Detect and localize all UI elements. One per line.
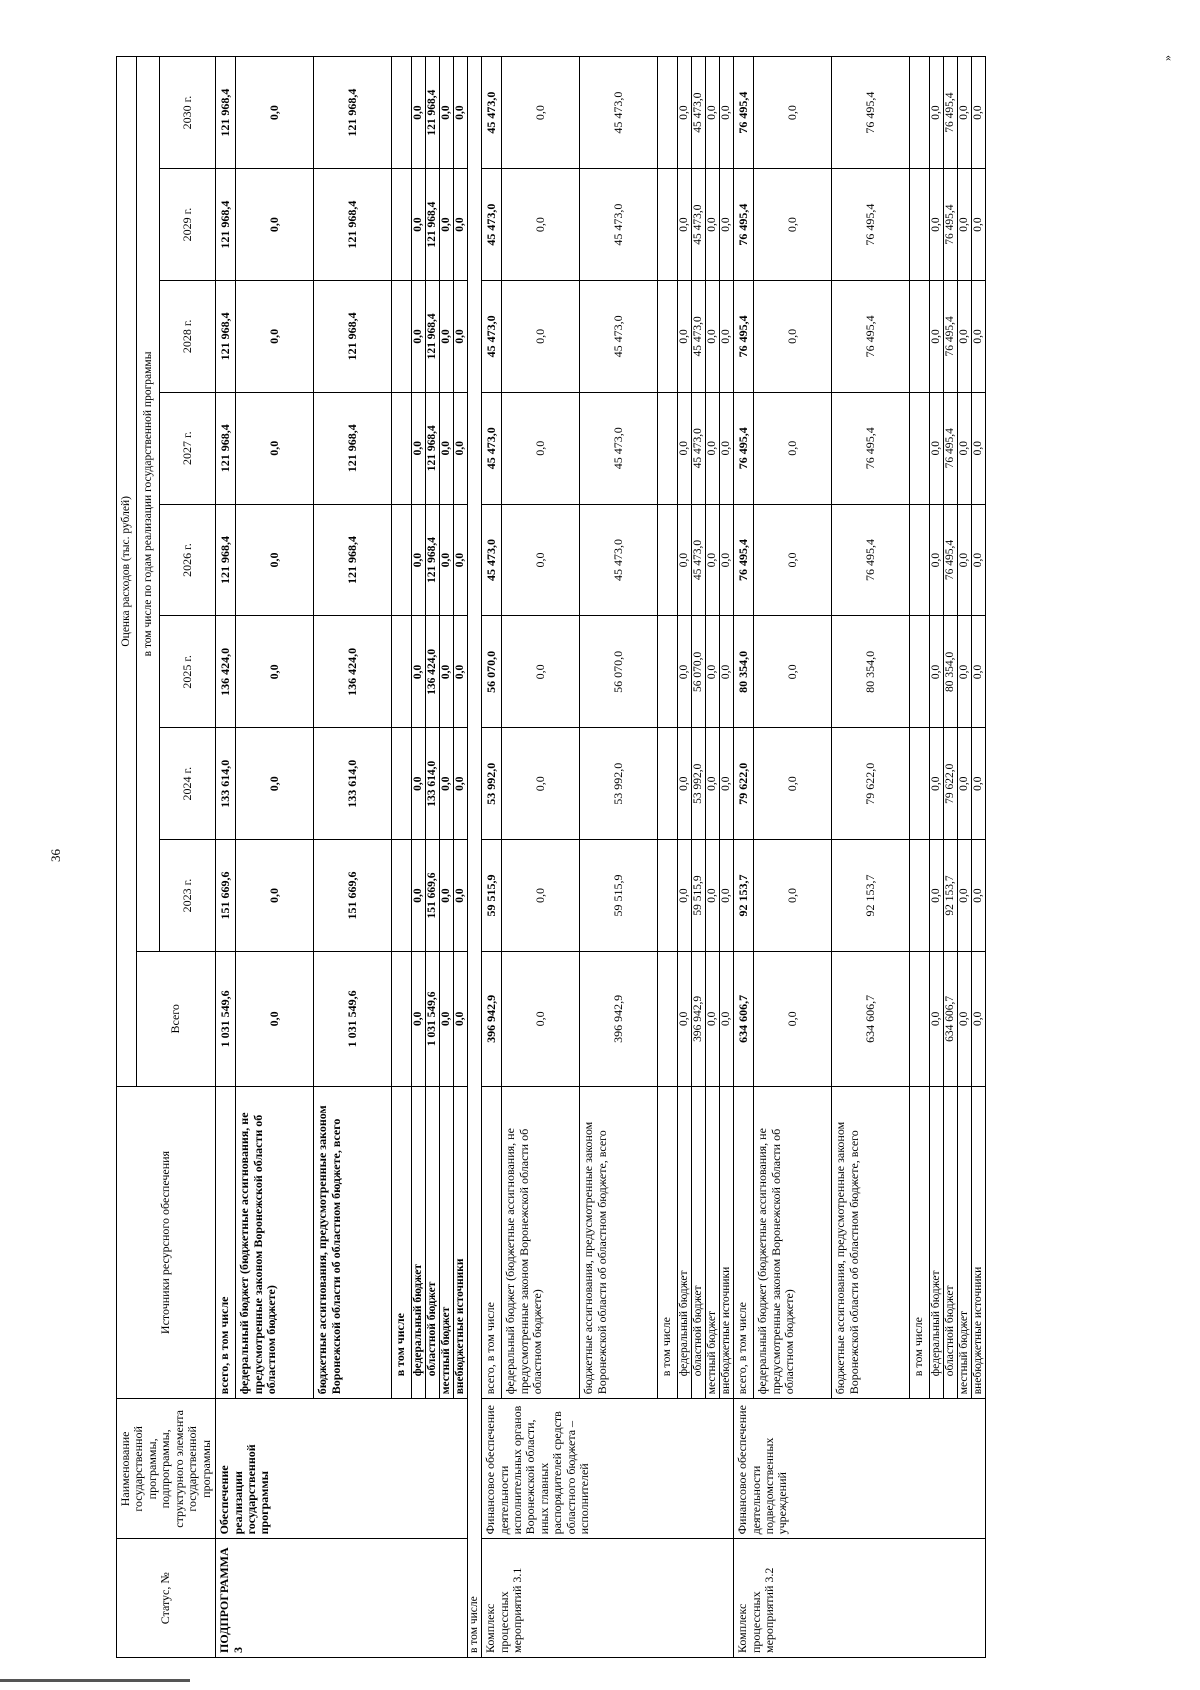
total-cell: 396 942,9 (580, 951, 658, 1086)
source-cell: всего, в том числе (482, 1086, 502, 1399)
year-value-cell (392, 728, 412, 840)
year-value-cell: 79 622,0 (734, 728, 754, 840)
year-value-cell (658, 169, 678, 281)
year-value-cell: 45 473,0 (482, 392, 502, 504)
total-cell (910, 951, 930, 1086)
year-value-cell: 76 495,4 (832, 504, 910, 616)
year-value-cell: 56 070,0 (482, 616, 502, 728)
year-value-cell: 0,0 (706, 57, 720, 169)
total-cell: 1 031 549,6 (216, 951, 236, 1086)
year-value-cell: 0,0 (454, 280, 468, 392)
year-value-cell (910, 280, 930, 392)
source-cell: бюджетные ассигнования, предусмотренные законом Воронежской области об областном бюджете, всего (832, 1086, 910, 1399)
year-value-cell (392, 169, 412, 281)
year-value-cell: 0,0 (454, 728, 468, 840)
year-value-cell: 0,0 (412, 616, 426, 728)
year-value-cell: 0,0 (958, 392, 972, 504)
year-value-cell: 0,0 (440, 728, 454, 840)
year-value-cell (910, 504, 930, 616)
year-value-cell: 56 070,0 (580, 616, 658, 728)
year-value-cell: 151 669,6 (426, 840, 440, 952)
year-value-cell: 80 354,0 (734, 616, 754, 728)
year-value-cell (392, 504, 412, 616)
year-value-cell: 0,0 (958, 728, 972, 840)
source-cell: областной бюджет (944, 1086, 958, 1399)
year-value-cell: 121 968,4 (426, 57, 440, 169)
year-value-cell: 0,0 (930, 169, 944, 281)
year-value-cell: 0,0 (958, 169, 972, 281)
page-number: 36 (48, 849, 63, 862)
header-estimate: Оценка расходов (тыс. рублей) (117, 57, 137, 1087)
year-value-cell: 0,0 (930, 504, 944, 616)
year-value-cell: 0,0 (454, 840, 468, 952)
year-value-cell: 121 968,4 (426, 280, 440, 392)
year-value-cell: 0,0 (720, 616, 734, 728)
year-value-cell: 0,0 (236, 57, 314, 169)
year-value-cell: 0,0 (754, 280, 832, 392)
table-row (482, 57, 502, 1658)
total-cell: 0,0 (930, 951, 944, 1086)
year-value-cell: 0,0 (502, 169, 580, 281)
total-cell: 0,0 (678, 951, 692, 1086)
year-value-cell: 0,0 (720, 169, 734, 281)
year-value-cell: 0,0 (958, 57, 972, 169)
year-value-cell: 0,0 (678, 392, 692, 504)
year-value-cell (392, 392, 412, 504)
year-value-cell: 0,0 (440, 840, 454, 952)
corner-mark: » (1160, 55, 1174, 61)
year-value-cell (658, 392, 678, 504)
year-value-cell: 59 515,9 (580, 840, 658, 952)
year-value-cell: 133 614,0 (314, 728, 392, 840)
year-value-cell: 121 968,4 (426, 392, 440, 504)
year-value-cell (658, 616, 678, 728)
source-cell: местный бюджет (440, 1086, 454, 1399)
header-year: 2024 г. (160, 728, 216, 840)
table-row (734, 57, 754, 1658)
source-cell: местный бюджет (706, 1086, 720, 1399)
total-cell: 634 606,7 (944, 951, 958, 1086)
year-value-cell: 0,0 (972, 504, 986, 616)
year-value-cell: 0,0 (412, 280, 426, 392)
year-value-cell: 59 515,9 (482, 840, 502, 952)
year-value-cell: 0,0 (972, 728, 986, 840)
year-value-cell: 53 992,0 (580, 728, 658, 840)
total-cell: 634 606,7 (734, 951, 754, 1086)
year-value-cell: 45 473,0 (692, 504, 706, 616)
year-value-cell: 121 968,4 (314, 504, 392, 616)
year-value-cell: 0,0 (454, 169, 468, 281)
year-value-cell: 0,0 (720, 728, 734, 840)
year-value-cell: 45 473,0 (482, 504, 502, 616)
source-cell: всего, в том числе (734, 1086, 754, 1399)
year-value-cell: 121 968,4 (314, 57, 392, 169)
year-value-cell: 0,0 (706, 169, 720, 281)
year-value-cell: 0,0 (706, 504, 720, 616)
year-value-cell: 56 070,0 (692, 616, 706, 728)
year-value-cell (910, 57, 930, 169)
year-value-cell: 0,0 (972, 616, 986, 728)
year-value-cell: 0,0 (754, 57, 832, 169)
year-value-cell: 80 354,0 (944, 616, 958, 728)
year-value-cell (658, 840, 678, 952)
year-value-cell: 0,0 (930, 392, 944, 504)
year-value-cell: 76 495,4 (832, 280, 910, 392)
header-year: 2023 г. (160, 840, 216, 952)
total-cell (658, 951, 678, 1086)
year-value-cell: 45 473,0 (580, 169, 658, 281)
year-value-cell: 0,0 (958, 280, 972, 392)
year-value-cell: 0,0 (502, 616, 580, 728)
total-cell: 1 031 549,6 (314, 951, 392, 1086)
year-value-cell: 0,0 (440, 280, 454, 392)
total-cell: 0,0 (502, 951, 580, 1086)
year-value-cell: 0,0 (454, 504, 468, 616)
year-value-cell: 76 495,4 (832, 169, 910, 281)
year-value-cell: 0,0 (236, 840, 314, 952)
header-name: Наименование государственной программы, подпрограммы, структурного элемента государственной программы (117, 1399, 216, 1539)
rotated-page (116, 56, 1118, 1658)
total-cell: 0,0 (958, 951, 972, 1086)
year-value-cell: 0,0 (720, 280, 734, 392)
year-value-cell: 0,0 (454, 57, 468, 169)
year-value-cell: 92 153,7 (734, 840, 754, 952)
source-cell: федеральный бюджет (678, 1086, 692, 1399)
year-value-cell: 0,0 (440, 616, 454, 728)
year-value-cell: 76 495,4 (944, 392, 958, 504)
source-cell: федеральный бюджет (бюджетные ассигнования, не предусмотренные законом Воронежской области об областном бюджете) (236, 1086, 314, 1399)
source-cell: внебюджетные источники (454, 1086, 468, 1399)
year-value-cell: 0,0 (930, 280, 944, 392)
year-value-cell (392, 840, 412, 952)
year-value-cell: 45 473,0 (692, 280, 706, 392)
total-cell: 0,0 (754, 951, 832, 1086)
year-value-cell (392, 57, 412, 169)
year-value-cell: 121 968,4 (216, 169, 236, 281)
year-value-cell: 0,0 (678, 728, 692, 840)
header-sources: Источники ресурсного обеспечения (117, 1086, 216, 1399)
year-value-cell: 0,0 (502, 57, 580, 169)
year-value-cell: 0,0 (502, 840, 580, 952)
year-value-cell: 76 495,4 (944, 169, 958, 281)
year-value-cell: 0,0 (236, 504, 314, 616)
year-value-cell: 0,0 (412, 504, 426, 616)
year-value-cell: 0,0 (754, 169, 832, 281)
source-cell: местный бюджет (958, 1086, 972, 1399)
total-cell: 0,0 (440, 951, 454, 1086)
year-value-cell (392, 280, 412, 392)
year-value-cell: 76 495,4 (734, 392, 754, 504)
year-value-cell: 80 354,0 (832, 616, 910, 728)
source-cell: внебюджетные источники (972, 1086, 986, 1399)
year-value-cell: 0,0 (440, 57, 454, 169)
source-cell: федеральный бюджет (412, 1086, 426, 1399)
year-value-cell: 0,0 (236, 728, 314, 840)
name-cell: Финансовое обеспечение деятельности подведомственных учреждений (734, 1399, 986, 1539)
source-cell: в том числе (658, 1086, 678, 1399)
year-value-cell: 0,0 (706, 840, 720, 952)
header-year: 2027 г. (160, 392, 216, 504)
year-value-cell: 53 992,0 (482, 728, 502, 840)
source-cell: в том числе (910, 1086, 930, 1399)
year-value-cell: 0,0 (972, 57, 986, 169)
year-value-cell: 45 473,0 (580, 280, 658, 392)
source-cell: бюджетные ассигнования, предусмотренные законом Воронежской области об областном бюджете, всего (314, 1086, 392, 1399)
year-value-cell: 0,0 (972, 280, 986, 392)
year-value-cell: 121 968,4 (216, 392, 236, 504)
year-value-cell: 133 614,0 (426, 728, 440, 840)
year-value-cell: 0,0 (706, 392, 720, 504)
year-value-cell: 45 473,0 (482, 57, 502, 169)
year-value-cell: 76 495,4 (944, 280, 958, 392)
year-value-cell (658, 280, 678, 392)
table-header (117, 57, 216, 1658)
year-value-cell: 133 614,0 (216, 728, 236, 840)
year-value-cell: 0,0 (236, 169, 314, 281)
year-value-cell: 0,0 (930, 616, 944, 728)
header-status: Статус, № (117, 1539, 216, 1658)
header-year: 2030 г. (160, 57, 216, 169)
total-cell: 396 942,9 (692, 951, 706, 1086)
table-body (216, 57, 986, 1658)
year-value-cell: 0,0 (678, 169, 692, 281)
year-value-cell (658, 57, 678, 169)
bottom-rule (0, 1679, 190, 1682)
source-cell: всего, в том числе (216, 1086, 236, 1399)
year-value-cell: 45 473,0 (482, 280, 502, 392)
year-value-cell: 0,0 (412, 728, 426, 840)
year-value-cell: 76 495,4 (944, 504, 958, 616)
budget-table (116, 56, 986, 1658)
total-cell: 634 606,7 (832, 951, 910, 1086)
total-cell: 396 942,9 (482, 951, 502, 1086)
year-value-cell: 0,0 (412, 169, 426, 281)
header-year: 2029 г. (160, 169, 216, 281)
year-value-cell (392, 616, 412, 728)
total-cell: 0,0 (236, 951, 314, 1086)
year-value-cell: 0,0 (754, 504, 832, 616)
year-value-cell: 45 473,0 (580, 392, 658, 504)
year-value-cell: 121 968,4 (216, 504, 236, 616)
source-cell: бюджетные ассигнования, предусмотренные законом Воронежской области об областном бюджете, всего (580, 1086, 658, 1399)
year-value-cell: 136 424,0 (216, 616, 236, 728)
total-cell: 0,0 (720, 951, 734, 1086)
year-value-cell: 151 669,6 (314, 840, 392, 952)
year-value-cell: 0,0 (678, 840, 692, 952)
year-value-cell (910, 392, 930, 504)
year-value-cell (910, 169, 930, 281)
year-value-cell: 121 968,4 (426, 504, 440, 616)
year-value-cell (658, 728, 678, 840)
status-cell: ПОДПРОГРАММА 3 (216, 1539, 468, 1658)
status-cell: Комплекс процессных мероприятий 3.2 (734, 1539, 986, 1658)
year-value-cell: 0,0 (706, 280, 720, 392)
year-value-cell: 0,0 (440, 392, 454, 504)
year-value-cell: 76 495,4 (832, 57, 910, 169)
year-value-cell: 0,0 (454, 616, 468, 728)
total-cell (392, 951, 412, 1086)
year-value-cell: 0,0 (236, 616, 314, 728)
year-value-cell: 76 495,4 (944, 57, 958, 169)
header-year: 2026 г. (160, 504, 216, 616)
year-value-cell: 0,0 (678, 57, 692, 169)
year-value-cell: 0,0 (930, 840, 944, 952)
year-value-cell: 0,0 (754, 392, 832, 504)
year-value-cell: 76 495,4 (734, 57, 754, 169)
year-value-cell: 0,0 (958, 504, 972, 616)
year-value-cell: 0,0 (440, 504, 454, 616)
header-year: 2025 г. (160, 616, 216, 728)
year-value-cell: 121 968,4 (314, 280, 392, 392)
year-value-cell: 0,0 (720, 392, 734, 504)
header-by-years: в том числе по годам реализации государственной программы (137, 57, 160, 952)
year-value-cell: 92 153,7 (832, 840, 910, 952)
year-value-cell: 79 622,0 (832, 728, 910, 840)
total-cell: 0,0 (706, 951, 720, 1086)
year-value-cell: 136 424,0 (426, 616, 440, 728)
year-value-cell: 0,0 (236, 392, 314, 504)
table-row (216, 57, 236, 1658)
year-value-cell: 0,0 (502, 280, 580, 392)
year-value-cell: 151 669,6 (216, 840, 236, 952)
total-cell: 0,0 (412, 951, 426, 1086)
section-label: в том числе (468, 57, 482, 1658)
year-value-cell: 0,0 (440, 169, 454, 281)
source-cell: федеральный бюджет (бюджетные ассигнования, не предусмотренные законом Воронежской области об областном бюджете) (754, 1086, 832, 1399)
total-cell: 0,0 (972, 951, 986, 1086)
name-cell: Обеспечение реализации государственной программы (216, 1399, 468, 1539)
year-value-cell: 0,0 (502, 392, 580, 504)
year-value-cell: 121 968,4 (216, 57, 236, 169)
status-cell: Комплекс процессных мероприятий 3.1 (482, 1539, 734, 1658)
source-cell: внебюджетные источники (720, 1086, 734, 1399)
year-value-cell: 53 992,0 (692, 728, 706, 840)
year-value-cell: 0,0 (412, 392, 426, 504)
year-value-cell: 0,0 (678, 280, 692, 392)
year-value-cell (658, 504, 678, 616)
year-value-cell: 0,0 (754, 840, 832, 952)
source-cell: областной бюджет (692, 1086, 706, 1399)
year-value-cell: 121 968,4 (426, 169, 440, 281)
year-value-cell: 76 495,4 (734, 169, 754, 281)
year-value-cell: 0,0 (958, 840, 972, 952)
name-cell: Финансовое обеспечение деятельности исполнительных органов Воронежской области, иных главных распорядителей средств областного бюджета – исполнителей (482, 1399, 734, 1539)
year-value-cell: 0,0 (972, 840, 986, 952)
year-value-cell: 45 473,0 (482, 169, 502, 281)
year-value-cell: 0,0 (412, 840, 426, 952)
year-value-cell: 76 495,4 (734, 280, 754, 392)
year-value-cell: 0,0 (678, 616, 692, 728)
total-cell: 1 031 549,6 (426, 951, 440, 1086)
year-value-cell: 0,0 (754, 616, 832, 728)
year-value-cell: 0,0 (972, 392, 986, 504)
year-value-cell: 0,0 (958, 616, 972, 728)
year-value-cell: 59 515,9 (692, 840, 706, 952)
source-cell: федеральный бюджет (бюджетные ассигнования, не предусмотренные законом Воронежской области об областном бюджете) (502, 1086, 580, 1399)
year-value-cell: 0,0 (930, 728, 944, 840)
header-total: Всего (137, 951, 216, 1086)
year-value-cell: 0,0 (502, 728, 580, 840)
year-value-cell: 45 473,0 (692, 57, 706, 169)
year-value-cell: 45 473,0 (580, 57, 658, 169)
year-value-cell: 0,0 (720, 840, 734, 952)
source-cell: федеральный бюджет (930, 1086, 944, 1399)
year-value-cell: 0,0 (754, 728, 832, 840)
year-value-cell: 0,0 (502, 504, 580, 616)
year-value-cell: 76 495,4 (832, 392, 910, 504)
source-cell: в том числе (392, 1086, 412, 1399)
year-value-cell: 79 622,0 (944, 728, 958, 840)
header-year: 2028 г. (160, 280, 216, 392)
year-value-cell: 92 153,7 (944, 840, 958, 952)
year-value-cell: 121 968,4 (216, 280, 236, 392)
year-value-cell: 0,0 (720, 57, 734, 169)
total-cell: 0,0 (454, 951, 468, 1086)
year-value-cell: 45 473,0 (580, 504, 658, 616)
year-value-cell: 0,0 (706, 616, 720, 728)
year-value-cell: 0,0 (930, 57, 944, 169)
year-value-cell: 0,0 (972, 169, 986, 281)
year-value-cell: 0,0 (720, 504, 734, 616)
year-value-cell: 76 495,4 (734, 504, 754, 616)
year-value-cell: 0,0 (412, 57, 426, 169)
year-value-cell: 45 473,0 (692, 392, 706, 504)
year-value-cell: 136 424,0 (314, 616, 392, 728)
source-cell: областной бюджет (426, 1086, 440, 1399)
year-value-cell: 0,0 (678, 504, 692, 616)
year-value-cell: 0,0 (706, 728, 720, 840)
year-value-cell: 121 968,4 (314, 392, 392, 504)
year-value-cell: 121 968,4 (314, 169, 392, 281)
year-value-cell: 45 473,0 (692, 169, 706, 281)
year-value-cell (910, 616, 930, 728)
year-value-cell: 0,0 (236, 280, 314, 392)
year-value-cell (910, 728, 930, 840)
year-value-cell: 0,0 (454, 392, 468, 504)
year-value-cell (910, 840, 930, 952)
